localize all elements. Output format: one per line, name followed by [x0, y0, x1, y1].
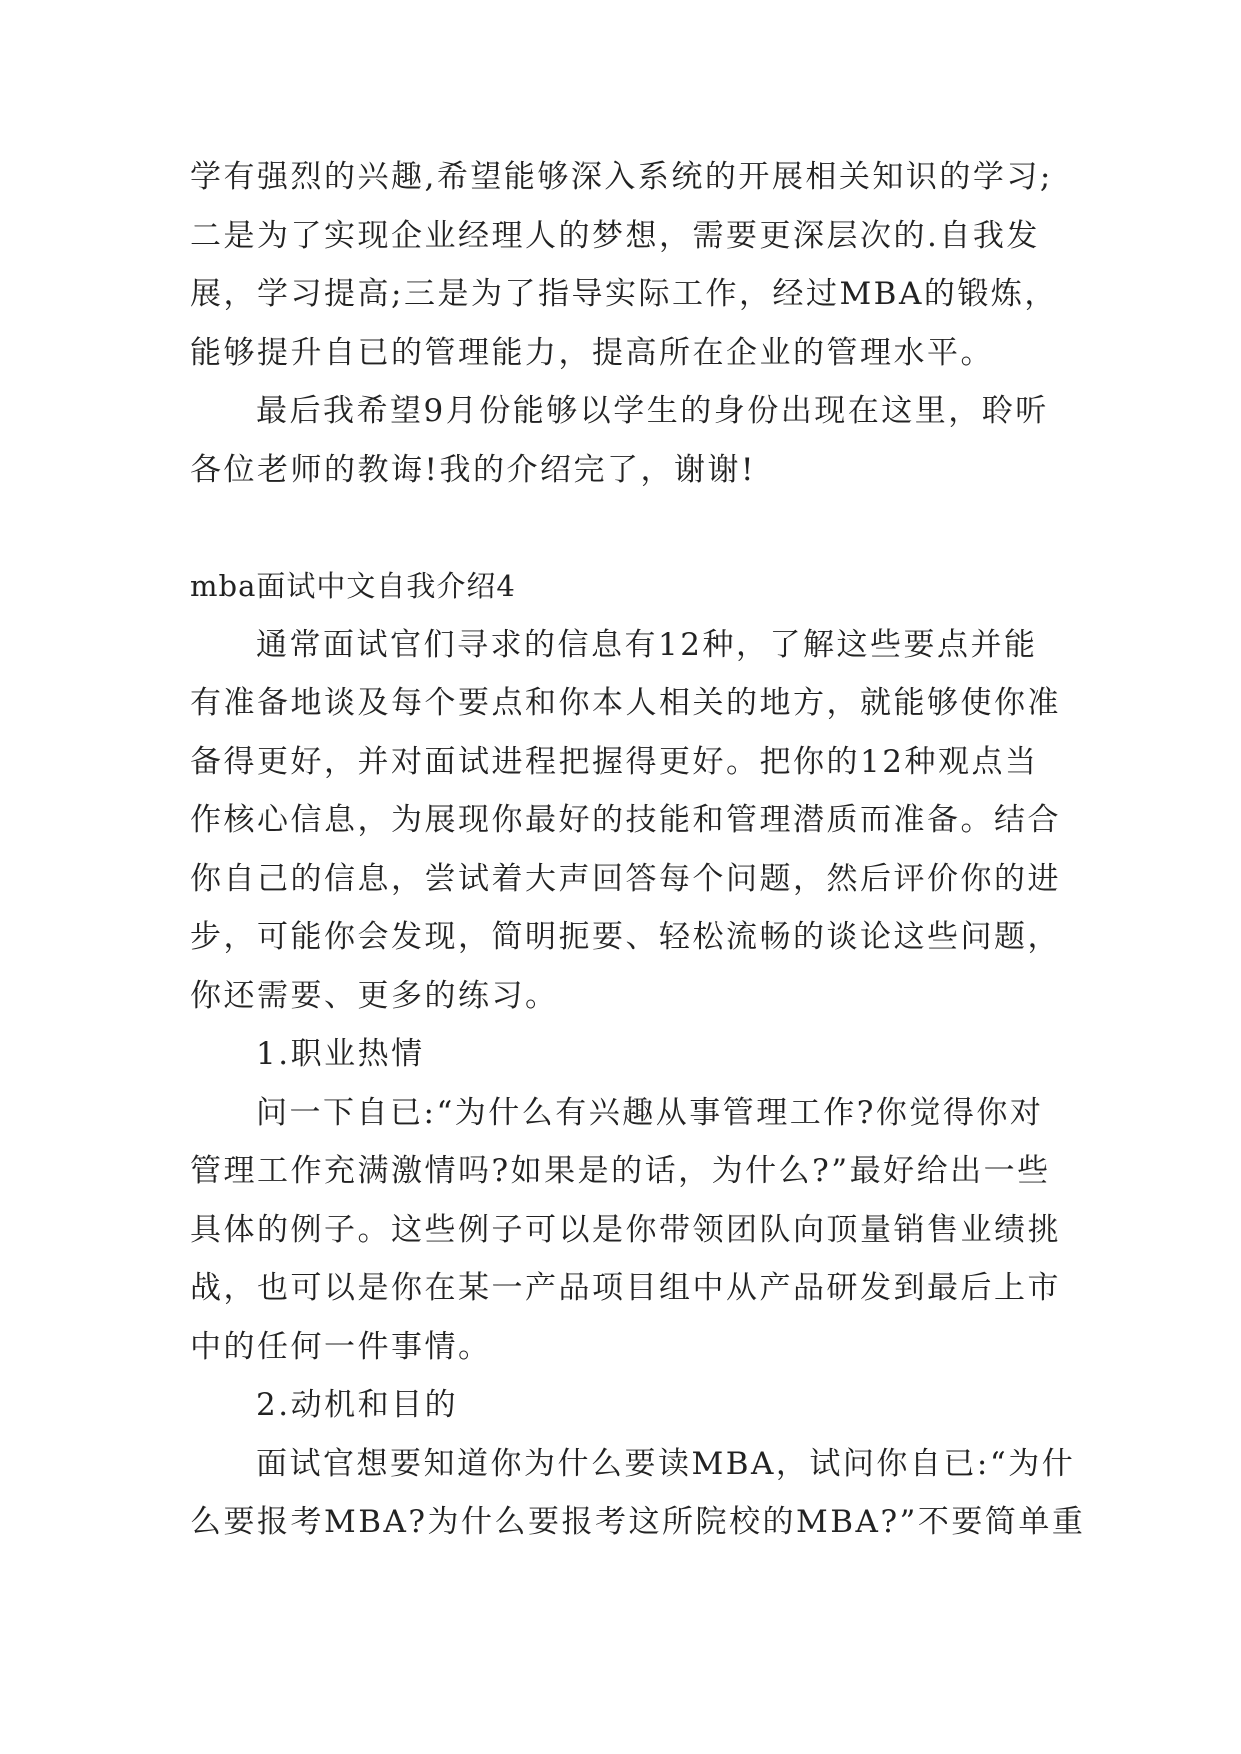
- paragraph-career-passion: [190, 1084, 1061, 1377]
- text-line: 战，也可以是你在某一产品项目组中从产品研发到最后上市: [190, 1270, 1061, 1306]
- text-line: 你还需要、更多的练习。: [190, 977, 559, 1014]
- text-line: 学有强烈的兴趣,希望能够深入系统的开展相关知识的学习;: [190, 159, 1053, 195]
- text-line: 具体的例子。这些例子可以是你带领团队向顶量销售业绩挑: [190, 1211, 1061, 1248]
- paragraph-motivation: [190, 1435, 1086, 1552]
- document-body: [190, 148, 1086, 1552]
- text-line: 展，学习提高;三是为了指导实际工作，经过MBA的锻炼，: [190, 276, 1058, 312]
- text-line: 通常面试官们寻求的信息有12种，了解这些要点并能: [256, 626, 1038, 663]
- heading-motivation: [190, 1376, 1050, 1435]
- text-line: 面试官想要知道你为什么要读MBA，试问你自已:“为什: [256, 1445, 1076, 1482]
- text-line: 1.职业热情: [256, 1036, 425, 1072]
- text-line: 2.动机和目的: [256, 1387, 459, 1423]
- text-line: 作核心信息，为展现你最好的技能和管理潜质而准备。结合: [190, 802, 1061, 838]
- text-line: 中的任何一件事情。: [190, 1328, 492, 1365]
- text-line: 最后我希望9月份能够以学生的身份出现在这里，聆听: [256, 393, 1049, 429]
- paragraph-intro: [190, 616, 1061, 1026]
- paragraph-closing: [190, 382, 1050, 499]
- text-line: 有准备地谈及每个要点和你本人相关的地方，就能够使你准: [190, 685, 1061, 721]
- text-line: 步，可能你会发现，简明扼要、轻松流畅的谈论这些问题，: [190, 919, 1061, 955]
- text-line: 二是为了实现企业经理人的梦想，需要更深层次的.自我发: [190, 217, 1040, 254]
- text-line: 备得更好，并对面试进程把握得更好。把你的12种观点当: [190, 743, 1039, 780]
- text-line: 管理工作充满激情吗?如果是的话，为什么?”最好给出一些: [190, 1153, 1051, 1189]
- text-line: 能够提升自已的管理能力，提高所在企业的管理水平。: [190, 334, 994, 371]
- section-title: mba面试中文自我介绍4: [190, 569, 516, 603]
- text-line: 问一下自已:“为什么有兴趣从事管理工作?你觉得你对: [256, 1094, 1044, 1131]
- paragraph-study-goals: [190, 148, 1058, 382]
- text-line: 各位老师的教诲!我的介绍完了，谢谢!: [190, 451, 756, 488]
- heading-career-passion: [190, 1025, 1050, 1084]
- text-line: 么要报考MBA?为什么要报考这所院校的MBA?”不要简单重: [190, 1504, 1086, 1540]
- text-line: 你自己的信息，尝试着大声回答每个问题，然后评价你的进: [190, 860, 1061, 897]
